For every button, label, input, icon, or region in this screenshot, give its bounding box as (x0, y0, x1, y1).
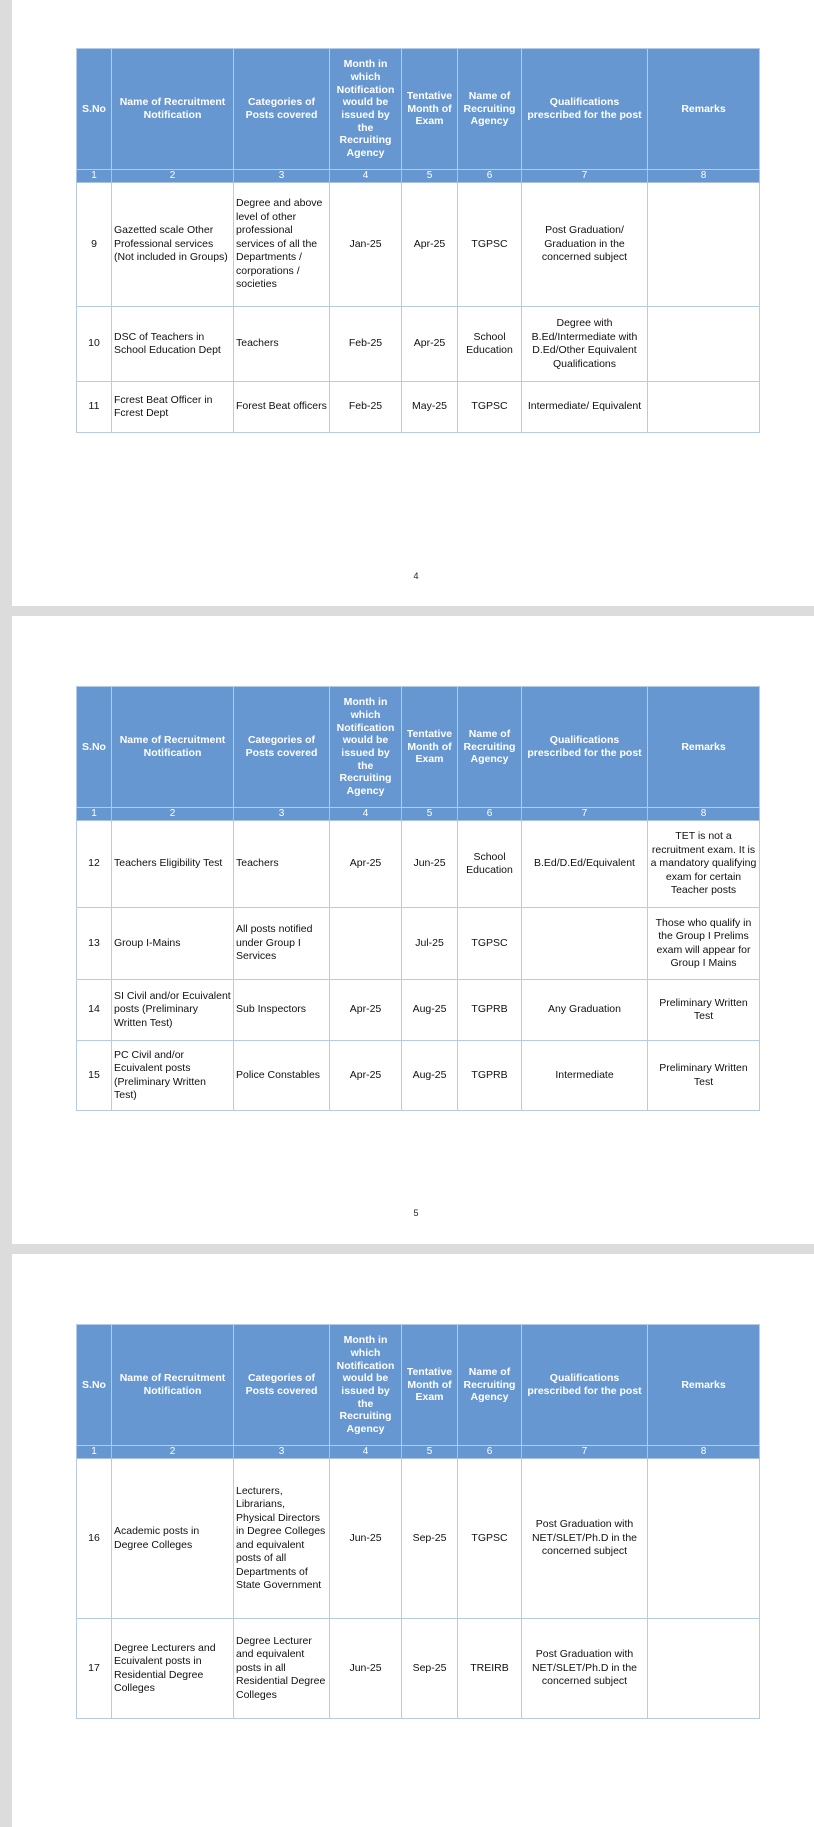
cell-remarks: Those who qualify in the Group I Prelims exam will appear for Group I Mains (648, 908, 760, 980)
cell-notification-month: Feb-25 (330, 307, 402, 382)
cell-categories: All posts notified under Group I Services (234, 908, 330, 980)
cell-sno: 9 (77, 183, 112, 307)
column-number: 4 (330, 808, 402, 821)
column-number: 5 (402, 808, 458, 821)
recruitment-table (76, 1324, 760, 1719)
document-page-6 (12, 1254, 814, 1827)
column-number: 7 (522, 808, 648, 821)
page-number: 4 (413, 571, 419, 581)
cell-notification-month: Feb-25 (330, 382, 402, 433)
header-row (77, 49, 760, 170)
cell-name: Fcrest Beat Officer in Fcrest Dept (112, 382, 234, 433)
header-name: Name of Recruitment Notification (112, 49, 234, 170)
header-agency: Name of Recruiting Agency (458, 49, 522, 170)
cell-sno: 16 (77, 1459, 112, 1619)
column-number: 8 (648, 808, 760, 821)
cell-remarks: Preliminary Written Test (648, 980, 760, 1041)
cell-categories: Teachers (234, 307, 330, 382)
cell-agency: TGPRB (458, 980, 522, 1041)
page-number: 5 (413, 1208, 419, 1218)
column-number: 6 (458, 170, 522, 183)
header-remarks: Remarks (648, 1325, 760, 1446)
cell-sno: 11 (77, 382, 112, 433)
cell-notification-month: Apr-25 (330, 1041, 402, 1111)
cell-categories: Teachers (234, 821, 330, 908)
column-number: 2 (112, 170, 234, 183)
cell-sno: 10 (77, 307, 112, 382)
cell-remarks: Preliminary Written Test (648, 1041, 760, 1111)
cell-remarks (648, 1619, 760, 1719)
cell-exam-month: Apr-25 (402, 183, 458, 307)
cell-notification-month: Jun-25 (330, 1619, 402, 1719)
column-number: 3 (234, 170, 330, 183)
cell-exam-month: Apr-25 (402, 307, 458, 382)
cell-categories: Degree and above level of other professional services of all the Departments / corporations / societies (234, 183, 330, 307)
cell-qualification: Degree with B.Ed/Intermediate with D.Ed/Other Equivalent Qualifications (522, 307, 648, 382)
cell-qualification (522, 908, 648, 980)
column-number: 7 (522, 170, 648, 183)
cell-name: Degree Lecturers and Ecuivalent posts in Residential Degree Colleges (112, 1619, 234, 1719)
cell-notification-month: Apr-25 (330, 980, 402, 1041)
column-number: 6 (458, 808, 522, 821)
column-number: 2 (112, 1446, 234, 1459)
cell-sno: 14 (77, 980, 112, 1041)
header-categories: Categories of Posts covered (234, 687, 330, 808)
cell-name: DSC of Teachers in School Education Dept (112, 307, 234, 382)
cell-remarks (648, 183, 760, 307)
cell-sno: 12 (77, 821, 112, 908)
cell-agency: School Education (458, 307, 522, 382)
column-number: 2 (112, 808, 234, 821)
column-number: 7 (522, 1446, 648, 1459)
header-exam-month: Tentative Month of Exam (402, 687, 458, 808)
cell-agency: TGPSC (458, 908, 522, 980)
table-row (77, 1459, 760, 1619)
cell-notification-month (330, 908, 402, 980)
cell-qualification: Post Graduation with NET/SLET/Ph.D in the concerned subject (522, 1619, 648, 1719)
header-agency: Name of Recruiting Agency (458, 1325, 522, 1446)
cell-exam-month: Aug-25 (402, 980, 458, 1041)
column-number: 1 (77, 1446, 112, 1459)
cell-name: PC Civil and/or Ecuivalent posts (Preliminary Written Test) (112, 1041, 234, 1111)
cell-sno: 15 (77, 1041, 112, 1111)
table-row (77, 183, 760, 307)
column-number: 8 (648, 170, 760, 183)
table-row (77, 1041, 760, 1111)
cell-categories: Forest Beat officers (234, 382, 330, 433)
column-number: 4 (330, 1446, 402, 1459)
table-row (77, 382, 760, 433)
column-number: 5 (402, 170, 458, 183)
cell-exam-month: Jul-25 (402, 908, 458, 980)
cell-sno: 17 (77, 1619, 112, 1719)
table-row (77, 908, 760, 980)
column-number: 1 (77, 808, 112, 821)
cell-agency: TGPSC (458, 1459, 522, 1619)
cell-remarks: TET is not a recruitment exam. It is a mandatory qualifying exam for certain Teacher posts (648, 821, 760, 908)
table-row (77, 307, 760, 382)
document-page-4 (12, 0, 814, 606)
cell-categories: Sub Inspectors (234, 980, 330, 1041)
cell-notification-month: Jan-25 (330, 183, 402, 307)
cell-agency: TREIRB (458, 1619, 522, 1719)
header-row (77, 687, 760, 808)
column-number: 6 (458, 1446, 522, 1459)
cell-name: SI Civil and/or Ecuivalent posts (Preliminary Written Test) (112, 980, 234, 1041)
cell-remarks (648, 382, 760, 433)
column-number-row (77, 1446, 760, 1459)
recruitment-table (76, 686, 760, 1111)
cell-exam-month: Jun-25 (402, 821, 458, 908)
cell-name: Group I-Mains (112, 908, 234, 980)
cell-exam-month: Sep-25 (402, 1619, 458, 1719)
column-number: 5 (402, 1446, 458, 1459)
table-row (77, 980, 760, 1041)
column-number-row (77, 808, 760, 821)
cell-sno: 13 (77, 908, 112, 980)
cell-categories: Police Constables (234, 1041, 330, 1111)
column-number: 3 (234, 1446, 330, 1459)
cell-categories: Lecturers, Librarians, Physical Directors in Degree Colleges and equivalent posts of all Departments of State Government (234, 1459, 330, 1619)
column-number: 3 (234, 808, 330, 821)
column-number-row (77, 170, 760, 183)
cell-qualification: Intermediate (522, 1041, 648, 1111)
cell-qualification: Intermediate/ Equivalent (522, 382, 648, 433)
header-notification-month: Month in which Notification would be issued by the Recruiting Agency (330, 1325, 402, 1446)
cell-name: Academic posts in Degree Colleges (112, 1459, 234, 1619)
header-row (77, 1325, 760, 1446)
header-sno: S.No (77, 687, 112, 808)
cell-notification-month: Apr-25 (330, 821, 402, 908)
cell-exam-month: May-25 (402, 382, 458, 433)
header-categories: Categories of Posts covered (234, 49, 330, 170)
cell-qualification: Post Graduation with NET/SLET/Ph.D in the concerned subject (522, 1459, 648, 1619)
recruitment-table (76, 48, 760, 433)
header-qualifications: Qualifications prescribed for the post (522, 687, 648, 808)
cell-exam-month: Sep-25 (402, 1459, 458, 1619)
header-notification-month: Month in which Notification would be issued by the Recruiting Agency (330, 687, 402, 808)
cell-agency: TGPSC (458, 382, 522, 433)
header-qualifications: Qualifications prescribed for the post (522, 1325, 648, 1446)
cell-exam-month: Aug-25 (402, 1041, 458, 1111)
cell-name: Teachers Eligibility Test (112, 821, 234, 908)
header-name: Name of Recruitment Notification (112, 687, 234, 808)
header-agency: Name of Recruiting Agency (458, 687, 522, 808)
header-exam-month: Tentative Month of Exam (402, 1325, 458, 1446)
header-remarks: Remarks (648, 49, 760, 170)
table-row (77, 821, 760, 908)
cell-name: Gazetted scale Other Professional services (Not included in Groups) (112, 183, 234, 307)
cell-qualification: Post Graduation/ Graduation in the concerned subject (522, 183, 648, 307)
document-page-5 (12, 616, 814, 1244)
header-qualifications: Qualifications prescribed for the post (522, 49, 648, 170)
header-name: Name of Recruitment Notification (112, 1325, 234, 1446)
cell-agency: TGPSC (458, 183, 522, 307)
cell-remarks (648, 307, 760, 382)
cell-qualification: Any Graduation (522, 980, 648, 1041)
cell-agency: TGPRB (458, 1041, 522, 1111)
header-exam-month: Tentative Month of Exam (402, 49, 458, 170)
cell-notification-month: Jun-25 (330, 1459, 402, 1619)
header-remarks: Remarks (648, 687, 760, 808)
header-notification-month: Month in which Notification would be issued by the Recruiting Agency (330, 49, 402, 170)
cell-remarks (648, 1459, 760, 1619)
cell-agency: School Education (458, 821, 522, 908)
column-number: 4 (330, 170, 402, 183)
table-row (77, 1619, 760, 1719)
cell-qualification: B.Ed/D.Ed/Equivalent (522, 821, 648, 908)
column-number: 1 (77, 170, 112, 183)
column-number: 8 (648, 1446, 760, 1459)
header-sno: S.No (77, 1325, 112, 1446)
header-sno: S.No (77, 49, 112, 170)
header-categories: Categories of Posts covered (234, 1325, 330, 1446)
cell-categories: Degree Lecturer and equivalent posts in all Residential Degree Colleges (234, 1619, 330, 1719)
